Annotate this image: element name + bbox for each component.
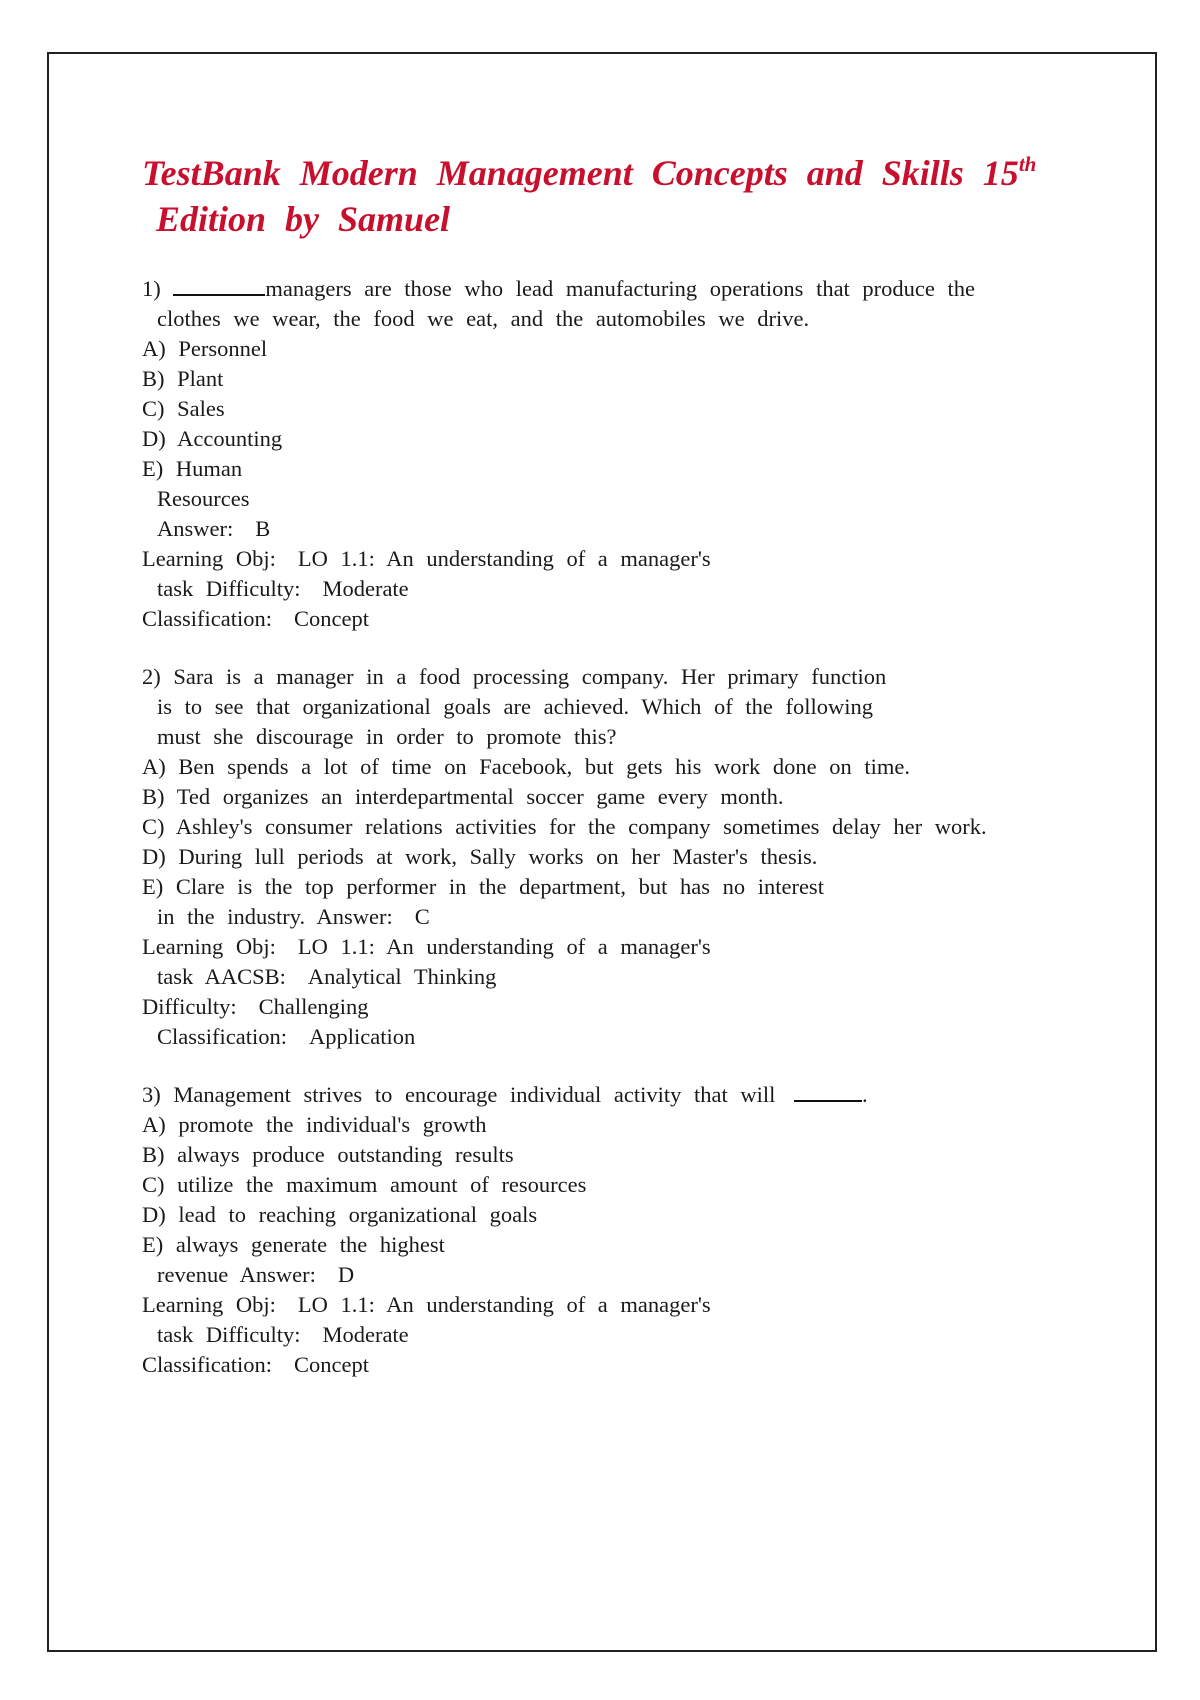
q2-lo-label: Learning Obj: [142, 934, 276, 959]
q1-option-e: E) Human [142, 456, 243, 481]
q2-difficulty [142, 992, 1082, 1022]
q1-option-a: A) Personnel [142, 336, 268, 361]
q2-classification [142, 1022, 1082, 1052]
q1-answer-label: Answer: [157, 516, 234, 541]
q3-stem-end: . [861, 1082, 868, 1107]
q3-option-e: E) always generate the highest [142, 1232, 445, 1257]
q3-stem-text: 3) Management strives to encourage individual activity that will [142, 1082, 776, 1107]
q2-difficulty-label: Difficulty: [142, 994, 237, 1019]
question-1 [142, 274, 1082, 634]
q3-difficulty-label: Difficulty: [205, 1322, 301, 1347]
q1-classification-value: Concept [293, 606, 369, 631]
q3-option-a: A) promote the individual's growth [142, 1112, 487, 1137]
q1-lo-value: LO 1.1: An understanding of a manager's [297, 546, 711, 571]
q1-lo-label: Learning Obj: [142, 546, 276, 571]
q2-lo-cont: task [157, 964, 194, 989]
q1-option-d: D) Accounting [142, 426, 283, 451]
q1-option-c: C) Sales [142, 396, 225, 421]
q2-difficulty-value: Challenging [258, 994, 369, 1019]
q1-option-e-cont: Resources [157, 486, 250, 511]
q2-option-c: C) Ashley's consumer relations activities for the company sometimes delay her work. [142, 814, 987, 839]
q3-difficulty [142, 1320, 1082, 1350]
q2-classification-value: Application [308, 1024, 416, 1049]
q2-aacsb-value: Analytical Thinking [307, 964, 497, 989]
question-3 [142, 1080, 1082, 1380]
q2-stem-line-3: must she discourage in order to promote this? [157, 724, 617, 749]
q2-option-b: B) Ted organizes an interdepartmental soccer game every month. [142, 784, 784, 809]
q1-stem [142, 274, 1082, 304]
q1-answer-blank [173, 275, 265, 296]
title-line-1: TestBank Modern Management Concepts and Skills 15 [142, 153, 1019, 193]
q1-classification [142, 604, 1082, 634]
q3-classification-label: Classification: [142, 1352, 272, 1377]
q1-classification-label: Classification: [142, 606, 272, 631]
q1-answer [142, 514, 1082, 544]
q2-classification-label: Classification: [157, 1024, 287, 1049]
q2-stem-line-2: is to see that organizational goals are achieved. Which of the following [157, 694, 873, 719]
q1-difficulty-label: Difficulty: [205, 576, 301, 601]
q3-answer-label: Answer: [239, 1262, 316, 1287]
q1-difficulty-value: Moderate [322, 576, 409, 601]
question-2 [142, 662, 1082, 1052]
q3-classification [142, 1350, 1082, 1380]
q2-learning-obj [142, 932, 1082, 962]
q2-option-e-cont [142, 902, 1082, 932]
q2-lo-value: LO 1.1: An understanding of a manager's [297, 934, 711, 959]
q3-difficulty-value: Moderate [322, 1322, 409, 1347]
q2-stem-line-1: 2) Sara is a manager in a food processing company. Her primary function [142, 664, 887, 689]
q3-answer-blank [794, 1081, 862, 1102]
q3-learning-obj [142, 1290, 1082, 1320]
q1-lo-cont: task [157, 576, 194, 601]
q1-stem-line-1: managers are those who lead manufacturing operations that produce the [265, 276, 976, 301]
q2-aacsb-label: AACSB: [204, 964, 286, 989]
q3-option-e-cont [142, 1260, 1082, 1290]
title-line-2: Edition by Samuel [156, 199, 451, 239]
q2-option-d: D) During lull periods at work, Sally works on her Master's thesis. [142, 844, 818, 869]
document-body [142, 274, 1082, 1380]
q1-number: 1) [142, 276, 161, 301]
q1-learning-obj [142, 544, 1082, 574]
q3-lo-label: Learning Obj: [142, 1292, 276, 1317]
q1-answer-value: B [255, 516, 271, 541]
q3-option-b: B) always produce outstanding results [142, 1142, 514, 1167]
q1-option-b: B) Plant [142, 366, 224, 391]
q3-answer-value: D [337, 1262, 355, 1287]
q2-option-e: E) Clare is the top performer in the department, but has no interest [142, 874, 824, 899]
q3-option-c: C) utilize the maximum amount of resources [142, 1172, 587, 1197]
q2-aacsb [142, 962, 1082, 992]
q3-stem [142, 1080, 1082, 1110]
q3-lo-cont: task [157, 1322, 194, 1347]
q3-classification-value: Concept [293, 1352, 369, 1377]
q3-option-e-line-2: revenue [157, 1262, 229, 1287]
q3-lo-value: LO 1.1: An understanding of a manager's [297, 1292, 711, 1317]
q2-answer-label: Answer: [316, 904, 393, 929]
document-title [142, 150, 1062, 242]
q2-answer-value: C [414, 904, 430, 929]
q2-option-e-line-2: in the industry. [157, 904, 306, 929]
q1-stem-line-2: clothes we wear, the food we eat, and the automobiles we drive. [157, 306, 810, 331]
q1-difficulty [142, 574, 1082, 604]
q2-option-a: A) Ben spends a lot of time on Facebook, but gets his work done on time. [142, 754, 911, 779]
q3-option-d: D) lead to reaching organizational goals [142, 1202, 538, 1227]
title-superscript: th [1018, 152, 1037, 176]
